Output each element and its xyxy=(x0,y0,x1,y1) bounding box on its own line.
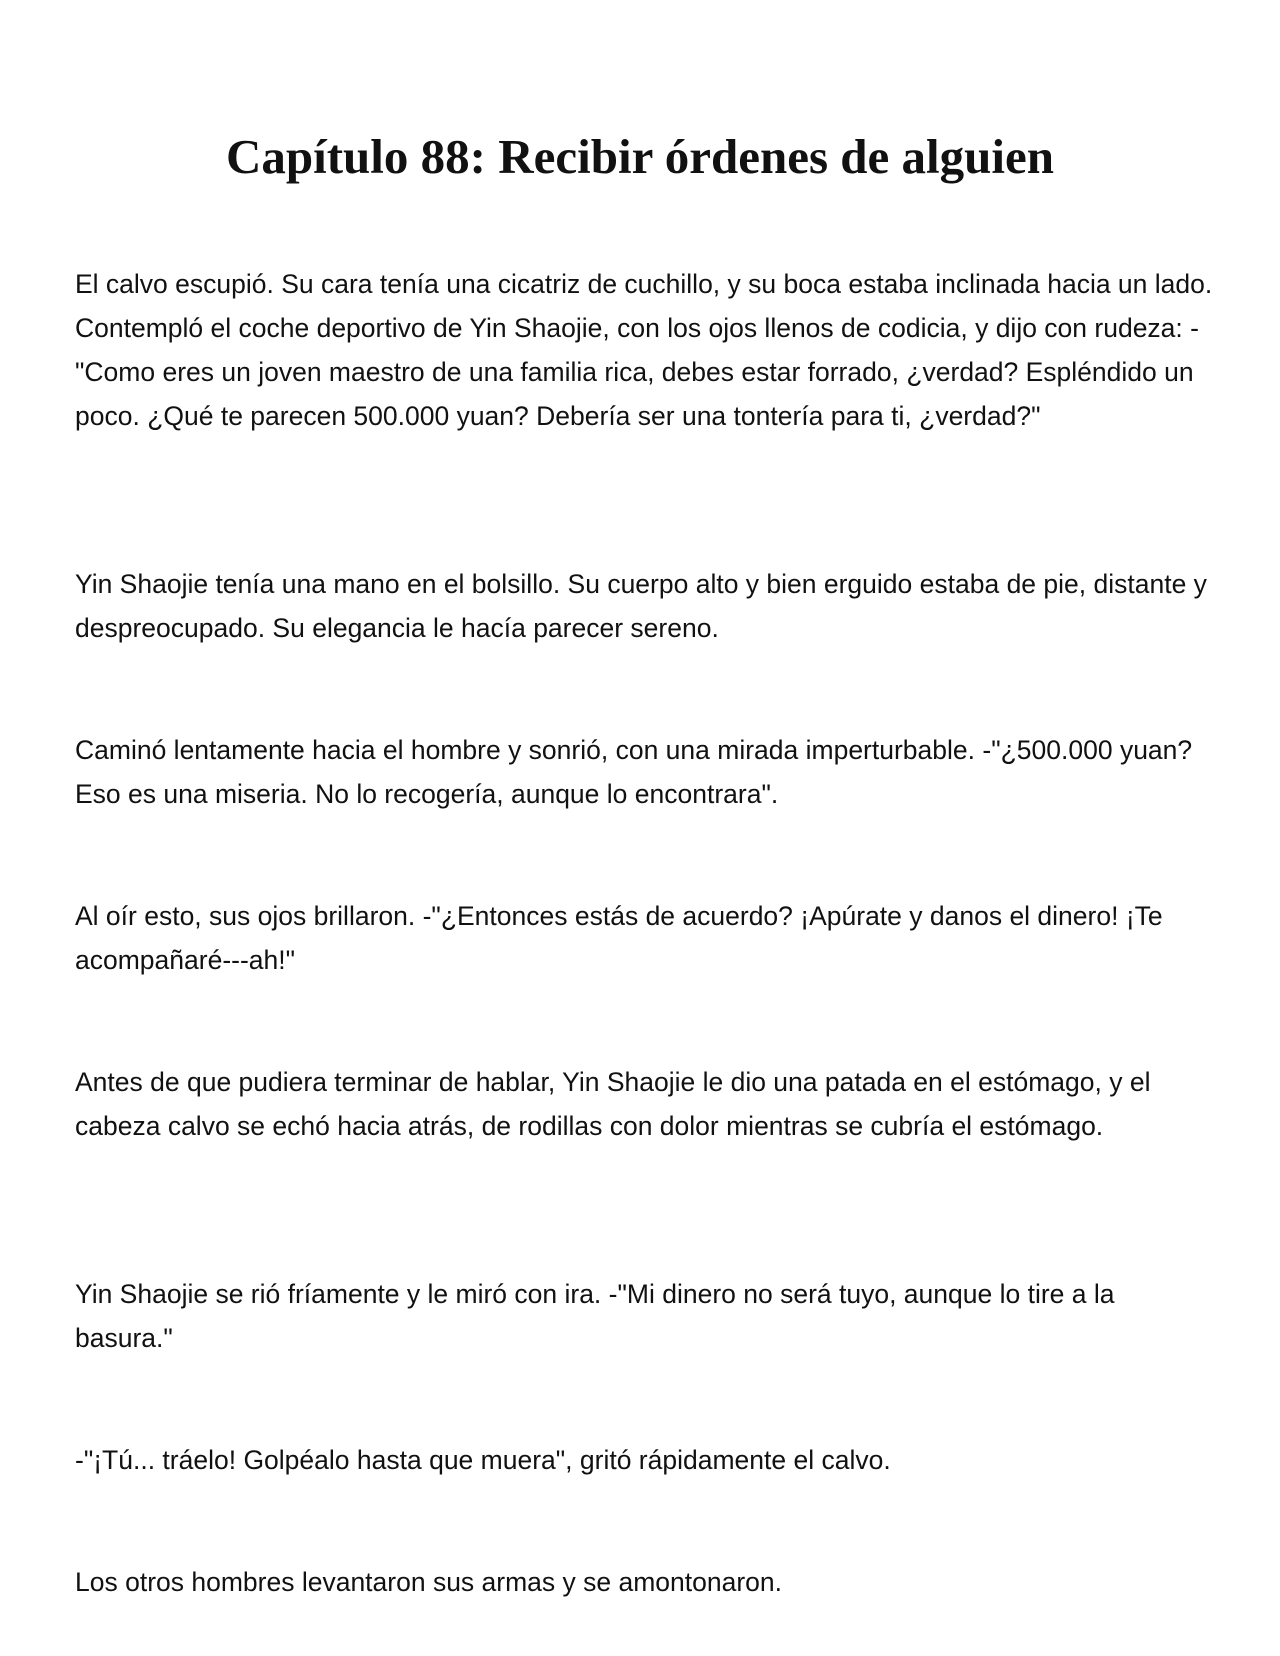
paragraph: Antes de que pudiera terminar de hablar, Yin Shaojie le dio una patada en el estómago, y el cabeza calvo se echó hacia atrás, de rodillas con dolor mientras se cubría el estómago. xyxy=(75,1067,1151,1141)
paragraph: -"¡Tú... tráelo! Golpéalo hasta que muera", gritó rápidamente el calvo. xyxy=(75,1445,891,1475)
chapter-title: Capítulo 88: Recibir órdenes de alguien xyxy=(225,129,1055,184)
paragraph: El calvo escupió. Su cara tenía una cicatriz de cuchillo, y su boca estaba inclinada hacia un lado. Contempló el coche deportivo de Yin Shaojie, con los ojos llenos de codicia, y dijo con rudeza: -"Como eres un joven maestro de una familia rica, debes estar forrado, ¿verdad? Espléndido un poco. ¿Qué te parecen 500.000 yuan? Debería ser una tontería para ti, ¿verdad?" xyxy=(75,269,1213,431)
paragraph: Caminó lentamente hacia el hombre y sonrió, con una mirada imperturbable. -"¿500.000 yuan? Eso es una miseria. No lo recogería, aunque lo encontrara". xyxy=(75,735,1193,809)
paragraph: Yin Shaojie tenía una mano en el bolsillo. Su cuerpo alto y bien erguido estaba de pie, distante y despreocupado. Su elegancia le hacía parecer sereno. xyxy=(75,569,1207,643)
paragraph: Yin Shaojie se rió fríamente y le miró con ira. -"Mi dinero no será tuyo, aunque lo tire a la basura." xyxy=(75,1279,1115,1353)
paragraph: Al oír esto, sus ojos brillaron. -"¿Entonces estás de acuerdo? ¡Apúrate y danos el dinero! ¡Te acompañaré---ah!" xyxy=(75,901,1163,975)
paragraph: Los otros hombres levantaron sus armas y se amontonaron. xyxy=(75,1567,783,1597)
